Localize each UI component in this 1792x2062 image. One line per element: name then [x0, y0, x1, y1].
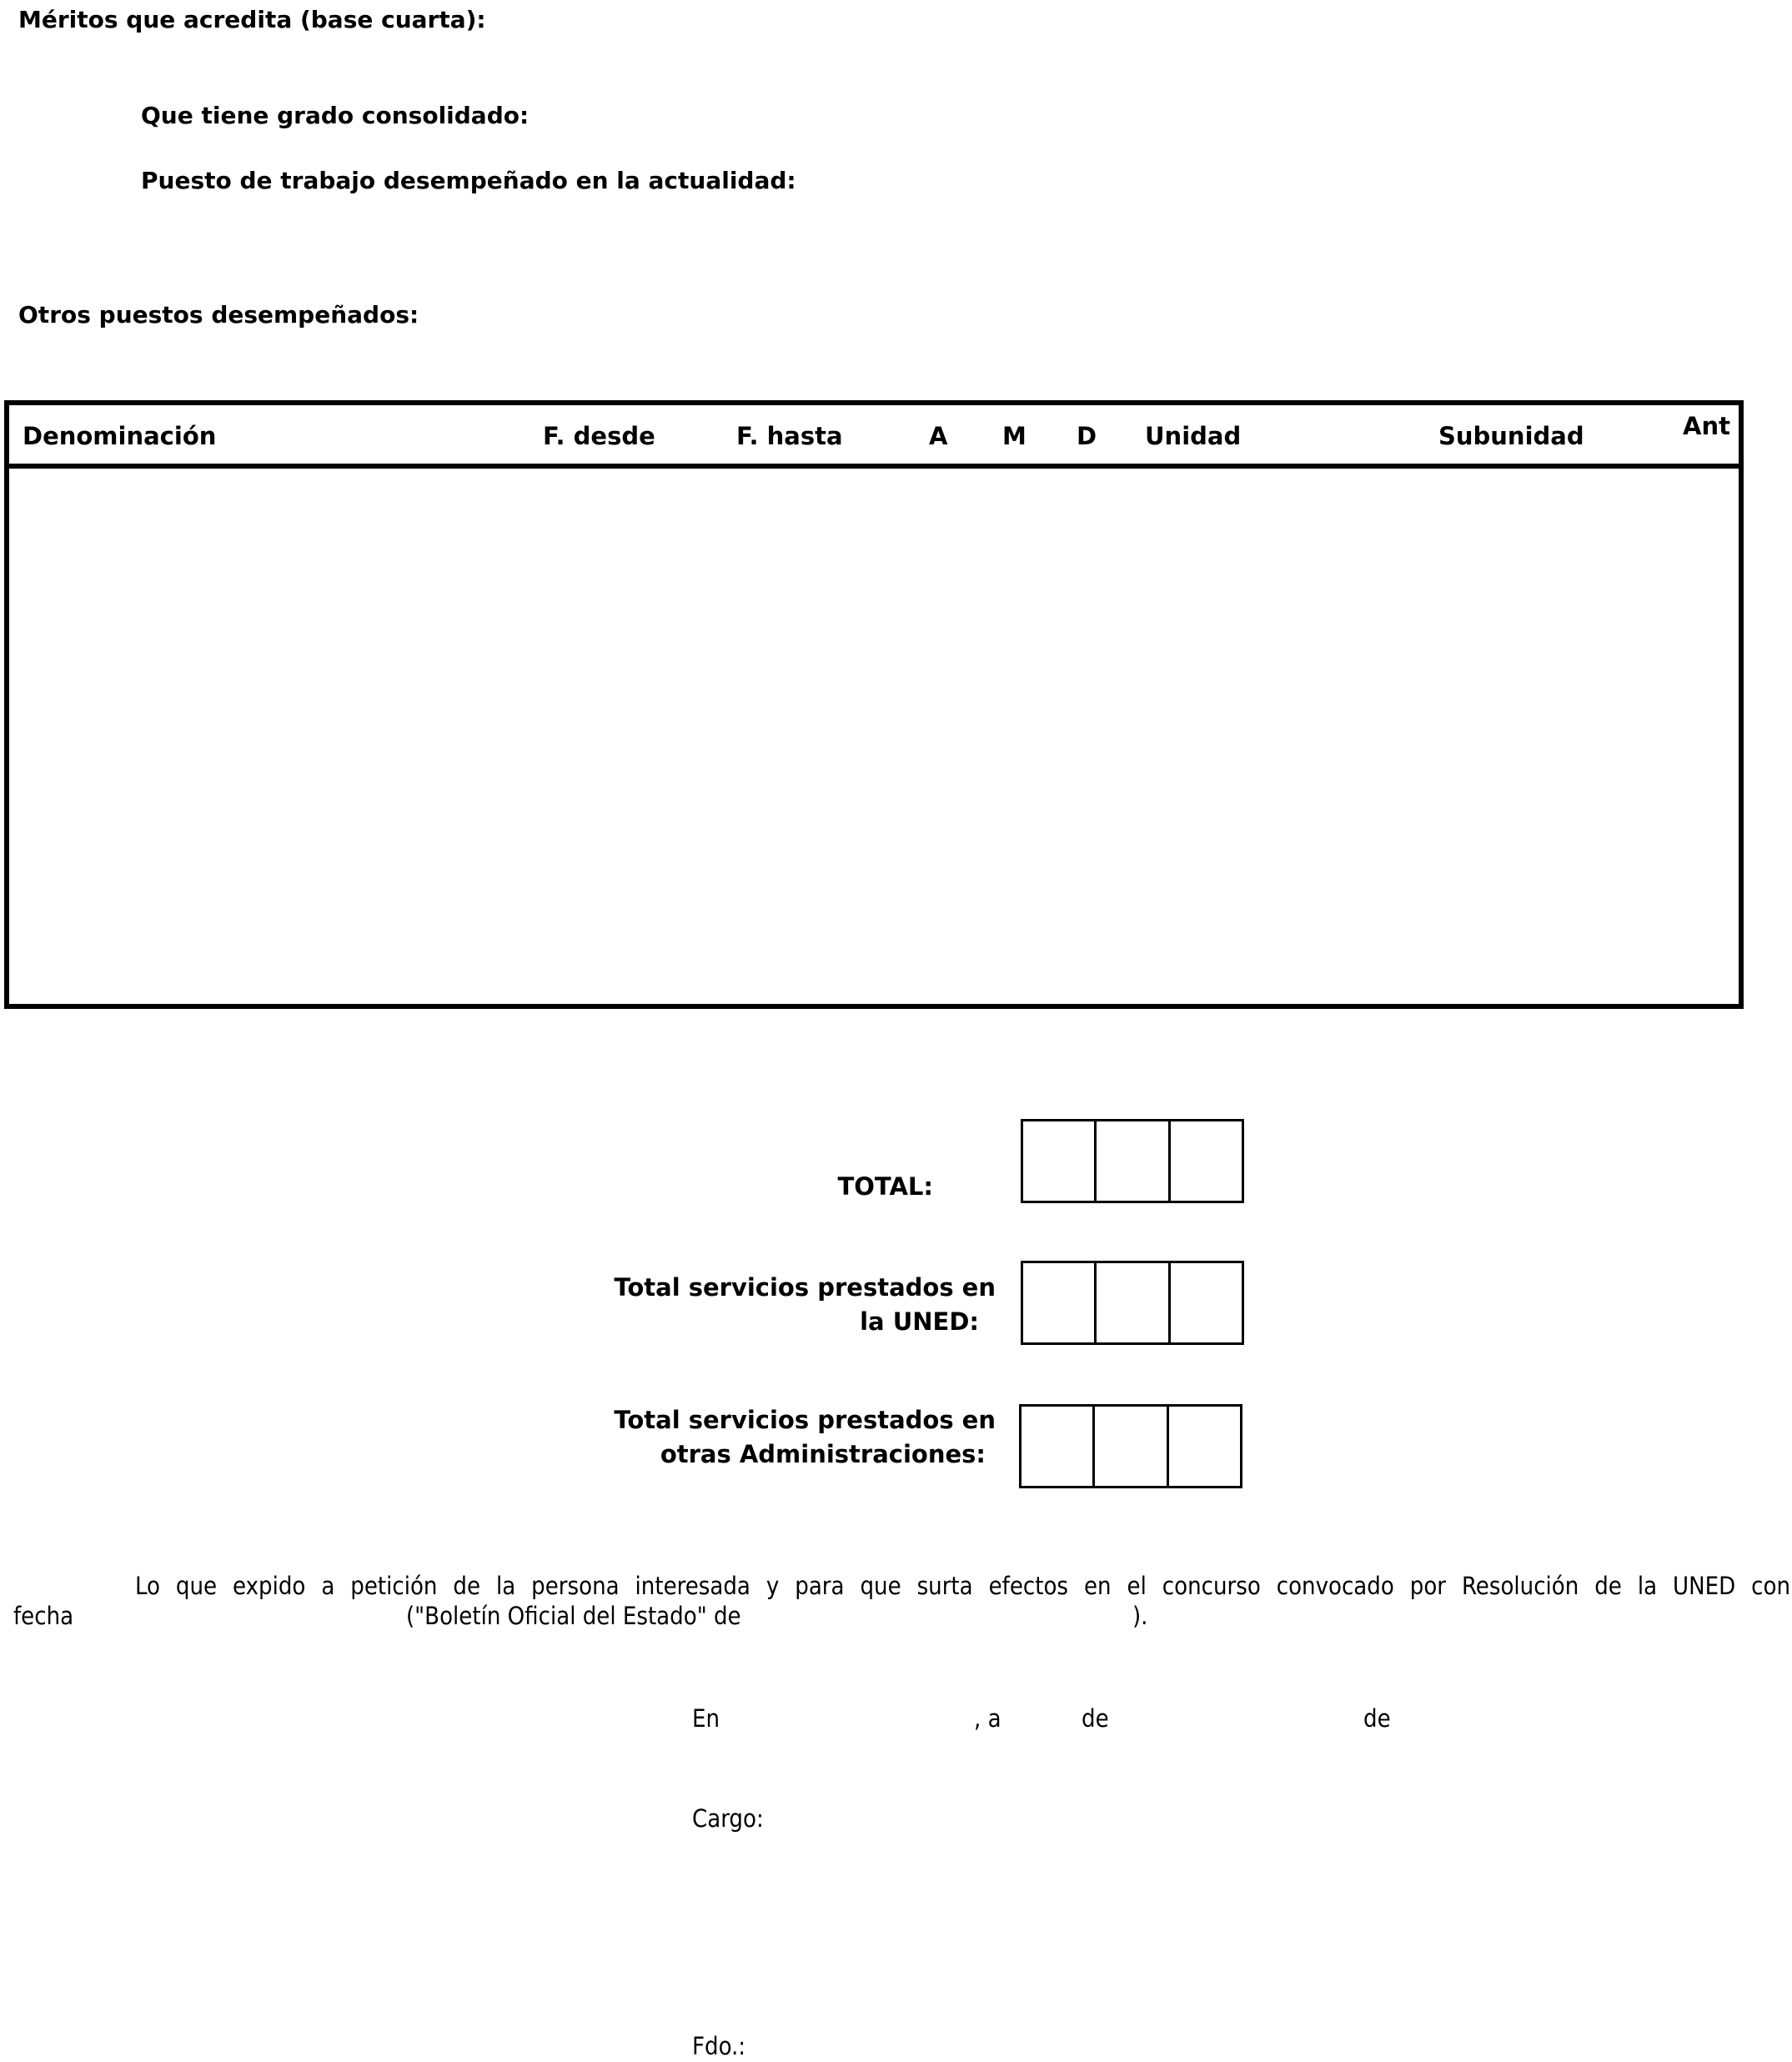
otras-total-label: [614, 1403, 996, 1472]
otras-total-box[interactable]: [1019, 1404, 1242, 1488]
uned-years-cell[interactable]: [1023, 1263, 1097, 1342]
col-m: M: [1002, 422, 1027, 450]
uned-total-label: [614, 1271, 996, 1339]
total-label: TOTAL:: [837, 1172, 933, 1201]
otras-total-label-line1: Total servicios prestados en: [614, 1406, 996, 1434]
uned-total-box[interactable]: [1021, 1261, 1244, 1345]
paragraph-fecha: fecha: [13, 1602, 74, 1630]
otras-years-cell[interactable]: [1021, 1407, 1095, 1486]
col-f-hasta: F. hasta: [736, 422, 843, 450]
cargo-label: Cargo:: [692, 1804, 764, 1833]
total-days-cell[interactable]: [1171, 1121, 1242, 1201]
otras-total-label-line2: otras Administraciones:: [660, 1440, 986, 1468]
col-subunidad: Subunidad: [1438, 422, 1584, 450]
puesto-actual-label: Puesto de trabajo desempeñado en la actualidad:: [141, 167, 796, 194]
section-title: Méritos que acredita (base cuarta):: [18, 6, 486, 33]
paragraph-boe: ("Boletín Oficial del Estado" de: [406, 1602, 741, 1630]
date-a: , a: [974, 1704, 1001, 1733]
col-d: D: [1077, 422, 1097, 450]
date-de-2: de: [1363, 1704, 1391, 1733]
paragraph-close: ).: [1132, 1602, 1148, 1630]
grado-consolidado-label: Que tiene grado consolidado:: [141, 102, 530, 129]
uned-total-label-line1: Total servicios prestados en: [614, 1273, 996, 1302]
paragraph-line1: Lo que expido a petición de la persona interesada y para que surta efectos en el concurso convocado por Resolución de la UNED con: [135, 1572, 1790, 1600]
fdo-label: Fdo.:: [692, 2032, 746, 2060]
col-unidad: Unidad: [1145, 422, 1242, 450]
col-denominacion: Denominación: [23, 422, 217, 450]
total-months-cell[interactable]: [1097, 1121, 1170, 1201]
total-years-cell[interactable]: [1023, 1121, 1097, 1201]
date-de-1: de: [1082, 1704, 1109, 1733]
uned-total-label-line2: la UNED:: [860, 1307, 979, 1336]
col-ant: Ant: [1683, 412, 1730, 440]
place-en: En: [692, 1704, 720, 1733]
otras-days-cell[interactable]: [1169, 1407, 1240, 1486]
otras-months-cell[interactable]: [1095, 1407, 1168, 1486]
col-a: A: [929, 422, 948, 450]
uned-days-cell[interactable]: [1171, 1263, 1242, 1342]
otros-puestos-table: [4, 400, 1744, 1009]
col-f-desde: F. desde: [543, 422, 655, 450]
table-header: [9, 405, 1739, 469]
otros-puestos-label: Otros puestos desempeñados:: [18, 301, 419, 329]
total-box[interactable]: [1021, 1119, 1244, 1203]
uned-months-cell[interactable]: [1097, 1263, 1170, 1342]
